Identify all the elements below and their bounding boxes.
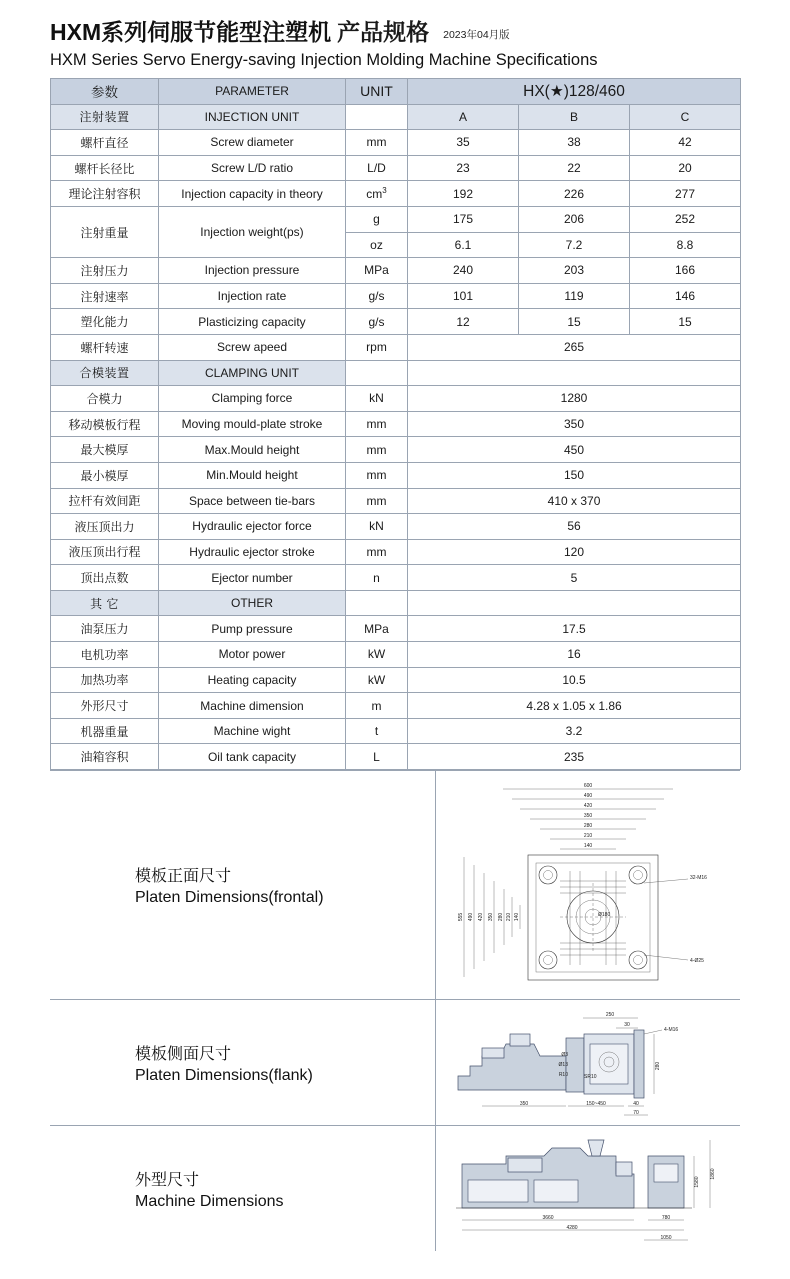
row-unit: kN (346, 386, 408, 412)
row-label-en: Injection capacity in theory (159, 181, 346, 207)
row-unit: m (346, 693, 408, 719)
specifications-table (50, 78, 741, 770)
svg-text:490: 490 (583, 793, 593, 800)
svg-text:350: 350 (488, 912, 494, 922)
row-value-a: 12 (408, 309, 519, 335)
row-value-b: 22 (519, 155, 630, 181)
row-label-cn: 移动模板行程 (51, 411, 159, 437)
row-unit: mm (346, 437, 408, 463)
row-label-en: Screw diameter (159, 130, 346, 156)
row-unit: $cm^3$ (346, 181, 408, 207)
row-value-single: 120 (408, 539, 741, 565)
row-unit: n (346, 565, 408, 591)
row-value-a: 240 (408, 258, 519, 284)
row-unit: rpm (346, 334, 408, 360)
svg-text:250: 250 (605, 1011, 615, 1018)
svg-text:490: 490 (468, 912, 474, 922)
svg-text:4280: 4280 (566, 1224, 578, 1231)
row-value-c: 20 (630, 155, 741, 181)
row-label-cn: 机器重量 (51, 718, 159, 744)
row-unit: mm (346, 488, 408, 514)
row-label-cn: 注射压力 (51, 258, 159, 284)
svg-text:420: 420 (478, 912, 484, 922)
svg-text:210: 210 (583, 833, 593, 840)
row-label-en: Clamping force (159, 386, 346, 412)
row-value-single: 4.28 x 1.05 x 1.86 (408, 693, 741, 719)
row-value-c: 252 (630, 206, 741, 232)
row-label-en: Machine dimension (159, 693, 346, 719)
svg-text:Ø13: Ø13 (558, 1061, 568, 1068)
machine-dimensions-svg (448, 1130, 728, 1248)
table-row (51, 283, 741, 309)
svg-text:R10: R10 (558, 1071, 568, 1078)
row-label-en: Injection pressure (159, 258, 346, 284)
row-label-cn: 最大模厚 (51, 437, 159, 463)
row-value-a: 175 (408, 206, 519, 232)
title-en: HXM Series Servo Energy-saving Injection Molding Machine Specifications (50, 51, 598, 69)
drawing-label (50, 771, 435, 999)
svg-text:350: 350 (519, 1100, 529, 1107)
row-unit: MPa (346, 258, 408, 284)
table-row (51, 488, 741, 514)
table-row (51, 539, 741, 565)
row-unit: mm (346, 411, 408, 437)
table-row (51, 462, 741, 488)
platen-frontal-svg (448, 775, 728, 995)
table-row (51, 411, 741, 437)
row-label-cn: 液压顶出力 (51, 514, 159, 540)
row-unit: mm (346, 130, 408, 156)
svg-text:40: 40 (633, 1100, 639, 1107)
svg-text:140: 140 (583, 843, 593, 850)
table-row (51, 744, 741, 770)
row-value-single: 3.2 (408, 718, 741, 744)
row-value-single: 56 (408, 514, 741, 540)
row-unit: t (346, 718, 408, 744)
table-row (51, 693, 741, 719)
row-label-en: Injection weight(ps) (159, 206, 346, 257)
table-row (51, 667, 741, 693)
row-label-cn: 油泵压力 (51, 616, 159, 642)
drawing-figure (435, 1000, 740, 1125)
row-value-single: 265 (408, 334, 741, 360)
drawing-figure (435, 1126, 740, 1251)
row-value-a: 35 (408, 130, 519, 156)
section-label-en: INJECTION UNIT (159, 104, 346, 130)
row-label-cn: 注射速率 (51, 283, 159, 309)
row-label-cn: 螺杆直径 (51, 130, 159, 156)
title-cn-tail: 产品规格 (337, 19, 430, 45)
table-row (51, 206, 741, 232)
drawing-label-cn: 模板正面尺寸 (135, 868, 232, 886)
svg-text:280: 280 (498, 912, 504, 922)
svg-text:70: 70 (633, 1109, 639, 1116)
table-row (51, 514, 741, 540)
svg-text:4-M16: 4-M16 (664, 1026, 679, 1033)
drawing-label (50, 1126, 435, 1251)
table-row (51, 155, 741, 181)
row-label-cn: 塑化能力 (51, 309, 159, 335)
row-value-a: 6.1 (408, 232, 519, 258)
row-unit: L/D (346, 155, 408, 181)
row-value-single: 235 (408, 744, 741, 770)
row-unit: g/s (346, 309, 408, 335)
row-value-c: 8.8 (630, 232, 741, 258)
col-header-c: C (630, 104, 741, 130)
drawing-label (50, 1000, 435, 1125)
row-label-en: Space between tie-bars (159, 488, 346, 514)
row-value-a: 23 (408, 155, 519, 181)
row-value-single: 150 (408, 462, 741, 488)
row-label-cn: 合模力 (51, 386, 159, 412)
section-unit-blank (346, 104, 408, 130)
svg-text:420: 420 (583, 803, 593, 810)
row-label-cn: 拉杆有效间距 (51, 488, 159, 514)
row-label-cn: 液压顶出行程 (51, 539, 159, 565)
row-value-single: 17.5 (408, 616, 741, 642)
svg-text:30: 30 (624, 1021, 630, 1028)
section-other (51, 590, 741, 616)
row-value-single: 450 (408, 437, 741, 463)
svg-text:Ø3: Ø3 (561, 1051, 568, 1058)
row-value-c: 277 (630, 181, 741, 207)
row-label-en: Hydraulic ejector force (159, 514, 346, 540)
table-row (51, 565, 741, 591)
row-label-en: Oil tank capacity (159, 744, 346, 770)
row-value-single: 1280 (408, 386, 741, 412)
section-injection-unit (51, 104, 741, 130)
col-header-b: B (519, 104, 630, 130)
header-param-cn: 参数 (51, 79, 159, 105)
row-unit: L (346, 744, 408, 770)
svg-text:780: 780 (661, 1214, 671, 1221)
row-unit: g/s (346, 283, 408, 309)
svg-text:210: 210 (506, 912, 512, 922)
row-value-a: 192 (408, 181, 519, 207)
row-unit: mm (346, 539, 408, 565)
section-value-blank (408, 360, 741, 386)
row-label-en: Heating capacity (159, 667, 346, 693)
table-row (51, 334, 741, 360)
table-row (51, 309, 741, 335)
section-label-cn: 其 它 (51, 590, 159, 616)
section-label-en: CLAMPING UNIT (159, 360, 346, 386)
table-row (51, 437, 741, 463)
row-label-en: Screw apeed (159, 334, 346, 360)
drawing-platen-flank (50, 999, 740, 1125)
drawing-machine-dimensions (50, 1125, 740, 1251)
row-label-en: Pump pressure (159, 616, 346, 642)
dim-4-d25: 4-Ø25 (690, 958, 704, 965)
row-label-en: Moving mould-plate stroke (159, 411, 346, 437)
section-label-en: OTHER (159, 590, 346, 616)
header-param-en: PARAMETER (159, 79, 346, 105)
drawing-label-cn: 外型尺寸 (135, 1171, 200, 1189)
svg-text:150~450: 150~450 (586, 1100, 606, 1107)
row-label-cn: 外形尺寸 (51, 693, 159, 719)
row-label-cn: 电机功率 (51, 642, 159, 668)
table-row (51, 718, 741, 744)
drawing-label-cn: 模板侧面尺寸 (135, 1045, 232, 1063)
svg-text:1050: 1050 (660, 1234, 672, 1241)
row-label-en: Max.Mould height (159, 437, 346, 463)
row-value-b: 15 (519, 309, 630, 335)
svg-text:350: 350 (583, 813, 593, 820)
row-value-c: 15 (630, 309, 741, 335)
table-row (51, 258, 741, 284)
row-label-en: Hydraulic ejector stroke (159, 539, 346, 565)
row-value-b: 226 (519, 181, 630, 207)
row-label-en: Motor power (159, 642, 346, 668)
row-value-c: 146 (630, 283, 741, 309)
drawing-label-en: Machine Dimensions (135, 1192, 284, 1210)
row-value-b: 203 (519, 258, 630, 284)
drawing-platen-frontal (50, 770, 740, 999)
header-unit: UNIT (346, 79, 408, 105)
table-row (51, 642, 741, 668)
row-label-cn: 顶出点数 (51, 565, 159, 591)
svg-text:555: 555 (458, 912, 464, 922)
row-value-b: 38 (519, 130, 630, 156)
row-label-en: Min.Mould height (159, 462, 346, 488)
row-label-cn: 油箱容积 (51, 744, 159, 770)
row-value-c: 166 (630, 258, 741, 284)
svg-text:1860: 1860 (710, 1167, 716, 1180)
row-value-b: 7.2 (519, 232, 630, 258)
row-value-single: 16 (408, 642, 741, 668)
row-value-a: 101 (408, 283, 519, 309)
table-row (51, 616, 741, 642)
row-value-b: 119 (519, 283, 630, 309)
svg-text:SR10: SR10 (584, 1073, 597, 1080)
row-value-single: 10.5 (408, 667, 741, 693)
header-model: HX(★)128/460 (408, 79, 741, 105)
row-unit: oz (346, 232, 408, 258)
svg-text:280: 280 (655, 1061, 661, 1070)
row-value-single: 410 x 370 (408, 488, 741, 514)
section-unit-blank (346, 590, 408, 616)
row-label-en: Injection rate (159, 283, 346, 309)
row-label-en: Screw L/D ratio (159, 155, 346, 181)
row-unit: kW (346, 642, 408, 668)
dim-bore: Ø180 (598, 912, 611, 919)
title-date: 2023年04月版 (443, 29, 510, 41)
row-label-en: Machine wight (159, 718, 346, 744)
row-value-c: 42 (630, 130, 741, 156)
dim-32-m16: 32-M16 (690, 875, 707, 882)
drawing-label-en: Platen Dimensions(flank) (135, 1066, 313, 1084)
section-label-cn: 注射装置 (51, 104, 159, 130)
row-unit: mm (346, 462, 408, 488)
row-unit: kN (346, 514, 408, 540)
row-label-cn: 注射重量 (51, 206, 159, 257)
svg-text:3660: 3660 (542, 1214, 554, 1221)
row-unit: g (346, 206, 408, 232)
col-header-a: A (408, 104, 519, 130)
row-value-single: 5 (408, 565, 741, 591)
row-label-cn: 螺杆转速 (51, 334, 159, 360)
row-value-single: 350 (408, 411, 741, 437)
drawing-figure (435, 771, 740, 999)
row-label-cn: 理论注射容积 (51, 181, 159, 207)
platen-flank-svg (448, 1004, 728, 1122)
row-label-en: Ejector number (159, 565, 346, 591)
section-clamping-unit (51, 360, 741, 386)
table-row (51, 130, 741, 156)
row-unit: kW (346, 667, 408, 693)
row-label-cn: 最小模厚 (51, 462, 159, 488)
drawing-label-en: Platen Dimensions(frontal) (135, 889, 324, 907)
svg-text:600: 600 (583, 783, 593, 790)
svg-text:140: 140 (514, 912, 520, 922)
title-cn-main: HXM系列伺服节能型注塑机 (50, 19, 332, 45)
svg-text:1580: 1580 (694, 1175, 700, 1188)
svg-text:280: 280 (583, 823, 593, 830)
row-label-cn: 螺杆长径比 (51, 155, 159, 181)
page-title (50, 14, 740, 47)
table-row (51, 386, 741, 412)
section-unit-blank (346, 360, 408, 386)
section-value-blank (408, 590, 741, 616)
section-label-cn: 合模装置 (51, 360, 159, 386)
row-label-en: Plasticizing capacity (159, 309, 346, 335)
row-value-b: 206 (519, 206, 630, 232)
row-unit: MPa (346, 616, 408, 642)
row-label-cn: 加热功率 (51, 667, 159, 693)
table-row (51, 181, 741, 207)
table-header-row (51, 79, 741, 105)
